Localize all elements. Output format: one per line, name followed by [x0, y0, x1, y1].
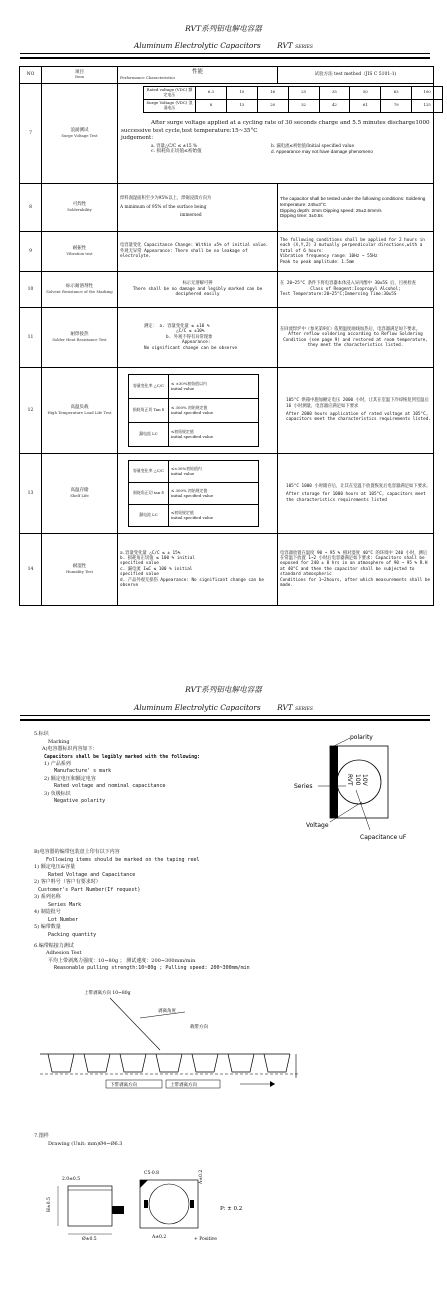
col-char-en: Performance Characteristics — [120, 75, 176, 81]
row13-s2-label: 损耗角正切 tan δ — [129, 483, 169, 505]
marking-i2-en: Rated voltage and nominal capacitance — [54, 783, 166, 790]
row11-item — [42, 308, 118, 368]
row12-s3-label: 漏电流 LC — [129, 423, 169, 447]
row8-perf1: 焊料润湿面积至少为95%以上，焊锡浸渍方向为 — [120, 196, 212, 202]
rated-label: Rated voltage (VDC) 额定电压 — [144, 87, 196, 100]
row14-test2: Conditions for 1~2hours, after which measurements shall be made. — [280, 577, 431, 588]
col-char-cn: 性能 — [191, 69, 203, 76]
row12-s3-value — [169, 423, 259, 447]
fig-series: Series — [294, 783, 313, 790]
row9-item-cn: 耐振性 — [72, 246, 87, 252]
marking-i1-cn: 1) 产品系列 — [44, 760, 71, 767]
row13-spec-lc — [129, 505, 259, 527]
dim-c: C5-0.8 — [144, 1171, 159, 1176]
taping-i5-cn: 5) 编带数量 — [34, 924, 61, 930]
top-view-lead-right — [190, 1200, 194, 1208]
marking-a-en: Capacitors shall be legibly marked with the following: — [44, 754, 200, 760]
col-item-en: Item — [75, 74, 84, 80]
adhesion-heading-en: Adhesion Test — [46, 950, 82, 957]
row13-item-en: Shelf Life — [70, 492, 89, 498]
row12-no: 12 — [20, 368, 42, 454]
row11-perf — [118, 308, 278, 368]
row8-no: 8 — [20, 184, 42, 232]
row12-s1-value — [169, 375, 259, 399]
row7-item — [42, 84, 118, 184]
row10-test2: Class of Reagent:Isopropyl Alcohol; — [310, 286, 401, 292]
taping-i2-cn: 2) 客户料号（客户有要求时） — [34, 879, 101, 885]
adh-lbl-angle: 剥离角度 — [158, 1009, 176, 1014]
taping-i1-en: Rated Voltage and Capacitance — [48, 871, 136, 878]
fig-cap: Capacitance uF — [360, 834, 407, 841]
dim-d: Ø±0.5 — [82, 1237, 97, 1242]
row12-spec-lc — [129, 423, 259, 447]
row8-item-en: Solderability — [67, 206, 92, 212]
row12-test — [278, 368, 434, 454]
row10-perf1: 标示无溶解可辨 — [182, 281, 213, 287]
taping-section — [34, 849, 200, 939]
row12-s3-en: initial specified value — [171, 433, 214, 439]
row7-content — [118, 84, 434, 184]
row11-perf5: No significant change can be observe — [144, 345, 238, 351]
row13-test — [278, 454, 434, 534]
row13-s2-cn: ≤ 300% 初始规定值 — [171, 487, 208, 493]
rated-voltage-row — [144, 87, 443, 100]
row11-perf2: △C/C ≤ ±10% — [176, 329, 205, 335]
row12-spec-cap — [129, 375, 259, 399]
adhesion-figure — [40, 988, 340, 1098]
judgement-d: d. Appearance may not have damage phenomeno — [271, 149, 373, 155]
row11-perf4: Appearance: — [182, 340, 211, 346]
judgement-line-2 — [121, 149, 430, 155]
capacitor-marking-figure — [290, 730, 430, 845]
page2-title-en — [0, 703, 447, 713]
col-test — [278, 67, 434, 84]
row13-test2: After storage for 1000 hours at 105°C, capacitors meet the characteristics requirements listed — [286, 492, 426, 503]
row9-item — [42, 232, 118, 272]
adh-lbl-left: 下带剥离方向 — [110, 1083, 137, 1088]
row10-perf — [118, 272, 278, 308]
row11-no: 11 — [20, 308, 42, 368]
dim-h: H±0.5 — [47, 1197, 52, 1212]
table-row-12 — [20, 368, 434, 454]
col-item-cn: 项目 — [75, 69, 84, 75]
row14-perf1: a.容量变化量 △C/C ≤ ± 15% — [120, 550, 181, 556]
row7-item-en: Surge Voltage Test — [61, 132, 98, 138]
row12-spec-table — [128, 374, 259, 447]
row10-test — [278, 272, 434, 308]
row11-test — [278, 308, 434, 368]
page2-rule-thick — [20, 719, 430, 721]
row10-test1: 在 20~25°C 条件下将电容器本体浸入异丙醇中 30±5S 后，目视检查 — [280, 281, 416, 287]
fig-polarity: polarity — [350, 734, 373, 741]
col-test-label: 试验方法 test method（JIS C 5101-1) — [314, 72, 397, 78]
page2-title-en-text: Aluminum Electrolytic Capacitors — [133, 703, 261, 712]
peel-line — [110, 998, 160, 1050]
row9-test1: The following conditions shall be applied for 2 hours in each (X,Y,Z) 3 mutually perpendicular directions,with a total of 6 hours： — [280, 238, 425, 254]
adh-lbl-carrier: 载带方向 — [190, 1025, 208, 1030]
rated-v1: 10 — [226, 87, 257, 100]
page1-rule-thick — [20, 57, 430, 59]
row12-item — [42, 368, 118, 454]
page2-title-cn: RVT系列铝电解电容器 — [185, 685, 262, 694]
row11-test2: After reflow soldering according to Reflow Soldering Condition (see page 9) and restored at room temperature, they meet the characteristics listed. — [283, 332, 428, 348]
row10-perf2: There shall be no damage and legibly marked can be deciphered easily — [132, 286, 263, 298]
col-char — [118, 67, 278, 84]
row13-s1-cn: ≤±30%初始值内 — [171, 465, 202, 471]
adh-lbl-right: 上带剥离方向 — [170, 1083, 197, 1088]
judgement-c: c. 损耗角正切值≤初始值 — [151, 149, 202, 155]
row9-item-en: Vibration test — [66, 250, 93, 256]
row12-s1-label: 容量变化率 △C/C — [129, 375, 169, 399]
page1-series-suffix: SERIES — [295, 45, 314, 50]
row13-s1-en: initial value — [171, 470, 195, 476]
row9-perf — [118, 232, 278, 272]
row14-item-en: Humidity Test — [65, 568, 94, 574]
taping-i4-cn: 4) 制造批号 — [34, 909, 61, 915]
rated-v7: 100 — [412, 87, 443, 100]
row13-s3-value — [169, 505, 259, 527]
row13-s3-en: initial specified value — [171, 514, 214, 520]
row12-s2-value — [169, 399, 259, 423]
marking-i1-en: Manufacture' s mark — [54, 768, 112, 775]
table-header-row — [20, 67, 434, 84]
row10-item-en: Solvent Resistance of the Marking — [46, 288, 113, 294]
row13-s3-cn: ≤初始规定值 — [171, 509, 194, 515]
fig-text1: 100 — [354, 774, 361, 786]
surge-voltage-table — [143, 86, 443, 113]
row11-perf1: 测定： a. 容量变化量 ≤ ±10 % — [144, 324, 210, 330]
row14-perf5: specified value — [120, 572, 159, 578]
row13-spec-tan — [129, 483, 259, 505]
page2-series-suffix: SERIES — [295, 707, 314, 712]
surge-v0: 8 — [196, 99, 227, 112]
adhesion-section — [34, 943, 250, 972]
table-row-7 — [20, 84, 434, 184]
page1-title-cn: RVT系列铝电解电容器 — [185, 24, 262, 33]
lbl-pos: + Positive — [194, 1237, 217, 1242]
row8-perf3: immersed — [180, 213, 202, 219]
col-item — [42, 67, 118, 84]
row8-item-cn: 可焊性 — [72, 202, 87, 208]
marking-heading-en: Marking — [48, 738, 70, 745]
marking-a-cn: A)电容器标识内容如下： — [42, 746, 98, 752]
row9-test3: Peak to peak amplitude：1.5mm — [280, 259, 355, 265]
row14-item-cn: 耐湿性 — [72, 564, 87, 570]
page1-series: RVT — [277, 41, 293, 50]
row9-test — [278, 232, 434, 272]
page1-rule — [20, 53, 430, 54]
table-row-13 — [20, 454, 434, 534]
judgement-a: a. 容量△C/C ≤ ±15 % — [151, 143, 198, 149]
drawing-heading-en: Drawing (Unit: mm)Ø4~Ø6.3 — [48, 1141, 123, 1147]
surge-v4: 42 — [319, 99, 350, 112]
page1-title-en-text: Aluminum Electrolytic Capacitors — [133, 41, 261, 50]
surge-v5: 61 — [350, 99, 381, 112]
row12-s1-cn: ≤ ±30%初始值以内 — [171, 380, 207, 386]
adhesion-line2: Reasonable pulling strength:10~80g ; Pulling speed: 200~300mm/min — [54, 964, 250, 971]
row11-item-en: Solder Heat Resistance Test — [52, 336, 107, 342]
dimension-drawing — [40, 1162, 270, 1242]
taping-i2-en: Customer's Part Number(If request) — [38, 886, 141, 893]
row14-perf — [118, 534, 278, 606]
row13-s1-label: 容量变化率 △C/C — [129, 461, 169, 483]
adh-lbl-top: 上带剥离方向 10~80g — [84, 991, 131, 996]
row12-item-en: High Temperature Load Life Test — [47, 409, 112, 415]
adhesion-line1: 平均上带剥离力强度：10~80g ； 测试速度：200~300mm/min — [48, 957, 196, 964]
marking-section — [34, 731, 200, 806]
rated-v5: 50 — [350, 87, 381, 100]
taping-i3-en: Series Mark — [48, 901, 82, 908]
drawing-section — [34, 1132, 123, 1148]
col-no: NO — [20, 67, 42, 84]
top-view-base — [140, 1180, 198, 1228]
row12-s2-cn: ≤ 300% 初始规定值 — [171, 404, 208, 410]
adhesion-heading: 6.编带粘接力测试 — [34, 943, 74, 949]
row12-test2: After 2000 hours application of rated voltage at 105°C, capacitors meet the characteristics requirements listed. — [286, 412, 431, 423]
dim-p: P: ± 0.2 — [220, 1206, 243, 1212]
row11-perf3: b. 外观不得有异常现象 — [166, 334, 213, 340]
row13-no: 13 — [20, 454, 42, 534]
row13-item-cn: 高温存储 — [70, 488, 89, 494]
dim-w: A±0.2 — [199, 1169, 204, 1184]
row12-s1-en: initial value — [171, 385, 195, 391]
polarity-leader — [334, 738, 350, 746]
table-row-11 — [20, 308, 434, 368]
taping-b-cn: B)电容器的编带包装盘上印有以下内容 — [34, 849, 120, 855]
fig-text2: 10V — [361, 774, 368, 786]
row13-item — [42, 454, 118, 534]
fig-voltage: Voltage — [306, 822, 329, 829]
table-row-14 — [20, 534, 434, 606]
row7-no: 7 — [20, 84, 42, 184]
rated-v2: 16 — [257, 87, 288, 100]
row9-test2: Vibration frequency range：10Hz ~ 55Hz — [280, 254, 378, 260]
tape-pockets — [48, 1054, 290, 1072]
drawing-heading: 7.图样 — [34, 1133, 49, 1139]
judgement-b: b. 漏电流≤初始值/Initial specified value — [271, 143, 355, 149]
taping-i4-en: Lot Number — [48, 916, 79, 923]
surge-v7: 125 — [412, 99, 443, 112]
row13-spec-table — [128, 460, 259, 527]
page2-rule — [20, 715, 430, 716]
table-row-8 — [20, 184, 434, 232]
row14-test — [278, 534, 434, 606]
marking-i3-cn: 3) 负极标识 — [44, 790, 71, 797]
row8-perf — [118, 184, 278, 232]
dim-b: A±0.2 — [152, 1235, 167, 1240]
surge-v2: 20 — [257, 99, 288, 112]
fig-text3: RVT — [346, 774, 353, 786]
rated-v3: 25 — [288, 87, 319, 100]
row12-test1: 105°C 烘箱中施加额定电压 2000 小时，让其在室温下冷却恢复到室温后 16 小时测量，电容器应满足如下要求 — [286, 398, 429, 409]
page1-title-en — [0, 41, 447, 51]
surge-description: After surge voltage applied at a cycling rate of 30 seconds charge and 5.5 minutes discharge1000 successive test cycle,test temperature:15~35°C — [121, 119, 430, 134]
row10-no: 10 — [20, 272, 42, 308]
surge-v1: 13 — [226, 99, 257, 112]
dim-top: 2.0±0.5 — [62, 1177, 81, 1182]
taping-b-en: Following items should be marked on the taping reel — [46, 856, 200, 863]
judgement-label: judgement： — [121, 134, 157, 141]
row8-test — [278, 184, 434, 232]
row14-perf6: d. 产品外观无损伤 Appearance: No significant change can be observe — [120, 577, 264, 588]
rated-v0: 6.3 — [196, 87, 227, 100]
rated-v6: 63 — [381, 87, 412, 100]
row9-perf2: 外观无异常 Appearance: There shall be no leakage of electrolyte. — [120, 248, 248, 260]
row13-s1-value — [169, 461, 259, 483]
row8-test1: The capacitor shall be tested under the following conditions: Soldering temperature: 245±3°C — [280, 195, 426, 207]
row12-item-cn: 高温负载 — [70, 405, 89, 411]
row14-test1: 电容器放置在温度 90 ~ 95 % 相对湿度 40°C 的环境中 240 小时，测后在常温下放置 1~2 小时后电容器满足如下要求: Capacitors shall be exposed for 240 ± 8 hrs in an atmosphere of 90 ~ 95 % R.H at 40°C and then the capacitor shall be subjected to standard atmospheric — [280, 550, 428, 578]
row8-test3: Dipping time: 3±0.5s — [280, 213, 323, 219]
row13-perf — [118, 454, 278, 534]
row13-s2-en: initial specified value — [171, 492, 214, 498]
row9-perf1: 电容量变化 Capacitance Change: Within ±5% of initial value. — [120, 243, 269, 249]
taping-i3-cn: 3) 系列名称 — [34, 894, 61, 900]
row13-s3-label: 漏电流 LC — [129, 505, 169, 527]
page2-series: RVT — [277, 703, 293, 712]
row8-test2: Dipping depth: 2mm Dipping speed: 25±2.5mm/s — [280, 207, 382, 213]
row12-perf — [118, 368, 278, 454]
row14-perf3: specified value — [120, 561, 159, 567]
front-view-body — [68, 1186, 112, 1226]
marking-i3-en: Negative polarity — [54, 798, 106, 805]
row14-item — [42, 534, 118, 606]
row9-no: 9 — [20, 232, 42, 272]
taping-i5-en: Packing quantity — [48, 931, 97, 938]
row13-s2-value — [169, 483, 259, 505]
row8-perf2: A minimum of 95% of the surface being — [120, 204, 207, 210]
row14-perf2: b. 损耗角正切值 ≤ 100 % initial — [120, 556, 195, 562]
top-view-lead-left — [144, 1200, 148, 1208]
table-row-10 — [20, 272, 434, 308]
marking-heading: 5.标识 — [34, 731, 49, 737]
row8-item — [42, 184, 118, 232]
table-row-9 — [20, 232, 434, 272]
row11-item-cn: 耐焊接热 — [70, 332, 89, 338]
row12-s3-cn: ≤初始规定值 — [171, 428, 194, 434]
row10-item-cn: 标示耐溶剂性 — [66, 284, 93, 290]
front-view-lead — [112, 1206, 124, 1214]
row7-item-cn: 浪涌测试 — [70, 128, 89, 134]
surge-voltage-row — [144, 99, 443, 112]
spec-table — [19, 66, 434, 606]
row10-test3: Test Temperature:20~25°C;Immersing Time:30±5S — [280, 292, 397, 298]
row10-item — [42, 272, 118, 308]
taping-i1-cn: 1) 额定电压&容量 — [34, 864, 76, 870]
row13-test1: 105°C 1000 小时储存后，让其在室温下放置恢复后电容器满足如下要求。 — [286, 483, 431, 489]
row14-perf4: c. 漏电流 I≤C ≤ 100 % initial — [120, 566, 193, 572]
arrow-head-icon — [270, 1081, 275, 1087]
marking-i2-cn: 2) 额定电压和额定电容 — [44, 775, 96, 782]
surge-v6: 79 — [381, 99, 412, 112]
row12-s2-en: initial specified value — [171, 409, 214, 415]
row11-test1: 在回流焊炉中（参见第9页）依照温度曲线加热后，电容器满足如下要求。 — [280, 326, 421, 332]
row12-spec-tan — [129, 399, 259, 423]
surge-v3: 32 — [288, 99, 319, 112]
surge-label: Surge Voltage (VDC) 浪涌电压 — [144, 99, 196, 112]
rated-v4: 35 — [319, 87, 350, 100]
row12-s2-label: 损耗角正切 Tan δ — [129, 399, 169, 423]
row14-no: 14 — [20, 534, 42, 606]
row13-spec-cap — [129, 461, 259, 483]
